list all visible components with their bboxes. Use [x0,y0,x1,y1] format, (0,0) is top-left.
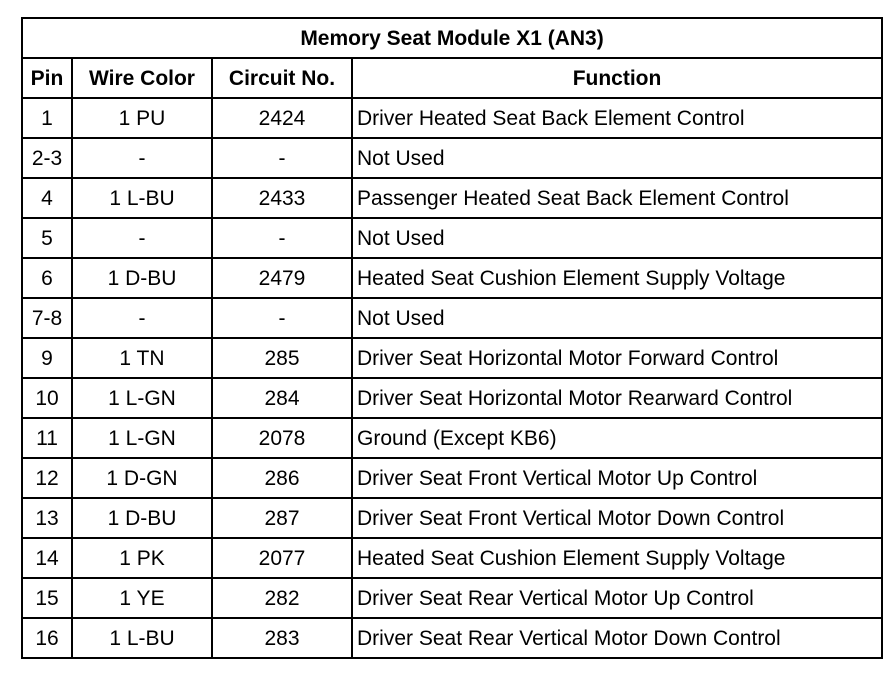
cell-circuit-no: 2479 [212,258,352,298]
cell-wire-color: 1 D-BU [72,258,212,298]
cell-wire-color: 1 L-BU [72,618,212,658]
table-row [22,218,882,258]
cell-function: Passenger Heated Seat Back Element Control [352,178,882,218]
cell-wire-color: 1 PK [72,538,212,578]
cell-wire-color: 1 D-GN [72,458,212,498]
cell-wire-color: - [72,138,212,178]
header-pin: Pin [22,58,72,98]
cell-function: Ground (Except KB6) [352,418,882,458]
cell-circuit-no: - [212,218,352,258]
cell-function: Driver Seat Horizontal Motor Rearward Control [352,378,882,418]
cell-wire-color: 1 L-BU [72,178,212,218]
table-row [22,378,882,418]
cell-pin: 15 [22,578,72,618]
table-row [22,178,882,218]
cell-pin: 7-8 [22,298,72,338]
cell-circuit-no: 283 [212,618,352,658]
cell-circuit-no: 286 [212,458,352,498]
cell-pin: 12 [22,458,72,498]
table-row [22,538,882,578]
cell-pin: 11 [22,418,72,458]
cell-circuit-no: - [212,138,352,178]
cell-circuit-no: 285 [212,338,352,378]
table-title: Memory Seat Module X1 (AN3) [22,18,882,58]
cell-function: Not Used [352,218,882,258]
table-body [22,98,882,658]
cell-circuit-no: 2078 [212,418,352,458]
cell-pin: 1 [22,98,72,138]
cell-circuit-no: 2424 [212,98,352,138]
header-wire-color: Wire Color [72,58,212,98]
connector-table-container [21,17,883,659]
cell-circuit-no: - [212,298,352,338]
table-row [22,618,882,658]
cell-function: Driver Seat Rear Vertical Motor Up Control [352,578,882,618]
cell-circuit-no: 287 [212,498,352,538]
header-circuit-no: Circuit No. [212,58,352,98]
table-row [22,578,882,618]
cell-pin: 13 [22,498,72,538]
cell-circuit-no: 284 [212,378,352,418]
cell-function: Not Used [352,138,882,178]
cell-pin: 2-3 [22,138,72,178]
cell-wire-color: 1 PU [72,98,212,138]
table-header-row [22,58,882,98]
cell-pin: 6 [22,258,72,298]
cell-wire-color: 1 TN [72,338,212,378]
cell-wire-color: - [72,298,212,338]
table-row [22,458,882,498]
cell-pin: 14 [22,538,72,578]
cell-function: Heated Seat Cushion Element Supply Voltage [352,538,882,578]
cell-pin: 9 [22,338,72,378]
table-title-row [22,18,882,58]
cell-function: Heated Seat Cushion Element Supply Voltage [352,258,882,298]
cell-circuit-no: 282 [212,578,352,618]
cell-function: Driver Seat Front Vertical Motor Down Control [352,498,882,538]
cell-function: Not Used [352,298,882,338]
table-row [22,418,882,458]
cell-function: Driver Seat Horizontal Motor Forward Control [352,338,882,378]
cell-pin: 5 [22,218,72,258]
table-row [22,298,882,338]
cell-function: Driver Heated Seat Back Element Control [352,98,882,138]
cell-pin: 4 [22,178,72,218]
connector-pinout-table [21,17,883,659]
table-row [22,138,882,178]
cell-wire-color: 1 L-GN [72,378,212,418]
cell-pin: 16 [22,618,72,658]
table-row [22,498,882,538]
cell-wire-color: - [72,218,212,258]
cell-pin: 10 [22,378,72,418]
cell-circuit-no: 2433 [212,178,352,218]
cell-wire-color: 1 D-BU [72,498,212,538]
table-row [22,338,882,378]
cell-wire-color: 1 YE [72,578,212,618]
cell-function: Driver Seat Front Vertical Motor Up Control [352,458,882,498]
header-function: Function [352,58,882,98]
cell-wire-color: 1 L-GN [72,418,212,458]
table-row [22,258,882,298]
cell-function: Driver Seat Rear Vertical Motor Down Control [352,618,882,658]
table-row [22,98,882,138]
cell-circuit-no: 2077 [212,538,352,578]
